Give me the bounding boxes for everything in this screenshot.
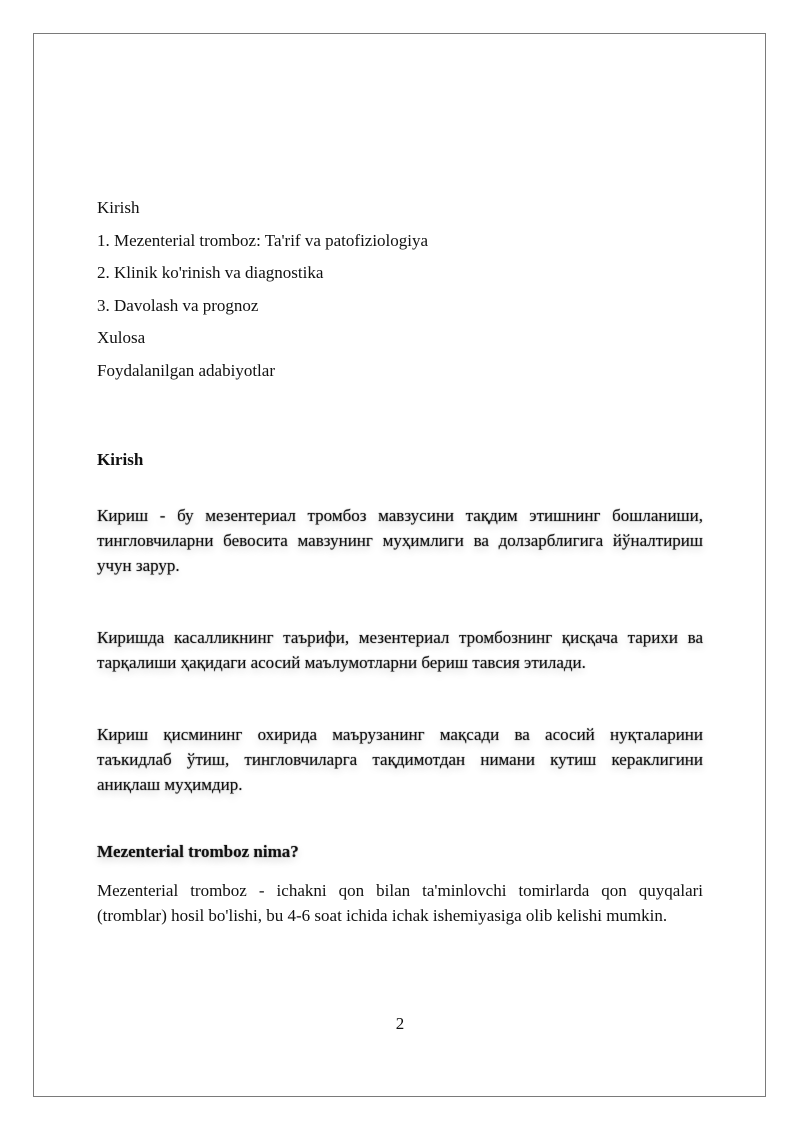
table-of-contents	[97, 198, 703, 381]
section-heading-what-is: Mezenterial tromboz nima?	[97, 841, 299, 861]
toc-item-references: Foydalanilgan adabiyotlar	[97, 360, 275, 380]
toc-item-chapter-2: 2. Klinik ko'rinish va diagnostika	[97, 263, 324, 283]
page-number: 2	[395, 1014, 405, 1033]
toc-item-conclusion: Xulosa	[97, 328, 146, 348]
intro-paragraph-1: Кириш - бу мезентериал тромбоз мавзусини тақдим этишнинг бошланиши, тингловчиларни бевосита мавзунинг муҳимлиги ва долзарблигига йўналтириш учун зарур.	[97, 505, 703, 575]
toc-item-chapter-1: 1. Mezenterial tromboz: Ta'rif va patofiziologiya	[97, 230, 429, 250]
page-content	[97, 198, 703, 928]
toc-item-chapter-3: 3. Davolash va prognoz	[97, 295, 259, 315]
intro-paragraph-2: Киришда касалликнинг таърифи, мезентериал тромбознинг қисқача тарихи ва тарқалиши ҳақидаги асосий маълумотларни бериш тавсия этилади.	[97, 627, 703, 672]
section-heading-intro: Kirish	[97, 449, 144, 469]
intro-paragraph-3: Кириш қисмининг охирида маърузанинг мақсади ва асосий нуқталарини таъкидлаб ўтиш, тингловчиларга тақдимотдан нимани кутиш кераклигини аниқлаш муҳимдир.	[97, 724, 703, 794]
definition-paragraph: Mezenterial tromboz - ichakni qon bilan ta'minlovchi tomirlarda qon quyqalari (tromblar) hosil bo'lishi, bu 4-6 soat ichida ichak ishemiyasiga olib kelishi mumkin.	[97, 880, 703, 925]
toc-item-intro: Kirish	[97, 198, 140, 217]
